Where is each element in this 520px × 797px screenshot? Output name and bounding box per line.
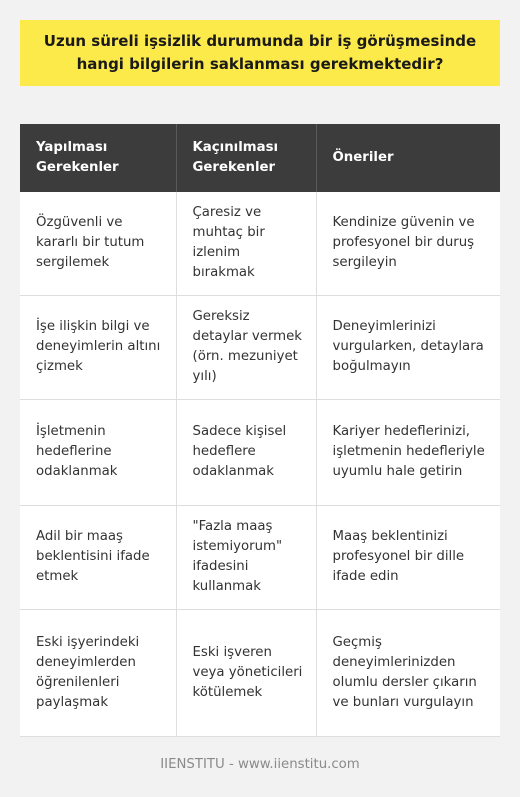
cell-dont: Gereksiz detaylar vermek (örn. mezuniyet yılı) [176, 295, 316, 399]
footer-credit: IIENSTITU - www.iienstitu.com [160, 757, 360, 772]
table-row [20, 399, 500, 505]
table-row [20, 295, 500, 399]
page-title: Uzun süreli işsizlik durumunda bir iş görüşmesinde hangi bilgilerin saklanması gerekmektedir? [20, 20, 500, 86]
cell-dont: Çaresiz ve muhtaç bir izlenim bırakmak [176, 192, 316, 295]
cell-suggestion: Kariyer hedeflerinizi, işletmenin hedefleriyle uyumlu hale getirin [316, 399, 500, 505]
cell-do: Adil bir maaş beklentisini ifade etmek [20, 505, 176, 609]
cell-do: İşe ilişkin bilgi ve deneyimlerin altını çizmek [20, 295, 176, 399]
table-row [20, 505, 500, 609]
cell-dont: Sadece kişisel hedeflere odaklanmak [176, 399, 316, 505]
cell-do: Eski işyerindeki deneyimlerden öğrenilenleri paylaşmak [20, 609, 176, 736]
cell-do: İşletmenin hedeflerine odaklanmak [20, 399, 176, 505]
cell-do: Özgüvenli ve kararlı bir tutum sergilemek [20, 192, 176, 295]
cell-suggestion: Maaş beklentinizi profesyonel bir dille ifade edin [316, 505, 500, 609]
table-row [20, 192, 500, 295]
header-donts: Kaçınılması Gerekenler [176, 124, 316, 192]
cell-dont: Eski işveren veya yöneticileri kötülemek [176, 609, 316, 736]
cell-suggestion: Geçmiş deneyimlerinizden olumlu dersler çıkarın ve bunları vurgulayın [316, 609, 500, 736]
tips-table [20, 124, 500, 737]
table-row [20, 609, 500, 736]
table-header-row [20, 124, 500, 192]
header-suggestions: Öneriler [316, 124, 500, 192]
cell-suggestion: Deneyimlerinizi vurgularken, detaylara boğulmayın [316, 295, 500, 399]
cell-dont: "Fazla maaş istemiyorum" ifadesini kullanmak [176, 505, 316, 609]
cell-suggestion: Kendinize güvenin ve profesyonel bir duruş sergileyin [316, 192, 500, 295]
header-dos: Yapılması Gerekenler [20, 124, 176, 192]
